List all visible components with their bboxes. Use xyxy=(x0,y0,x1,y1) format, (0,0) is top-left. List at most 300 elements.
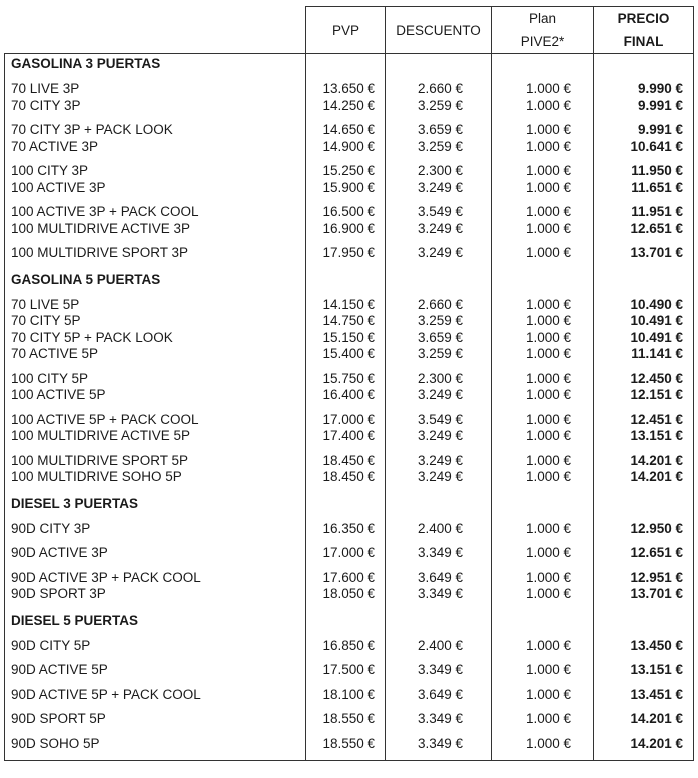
spacer-cell xyxy=(306,289,386,297)
spacer-cell xyxy=(492,654,594,662)
model-name: 100 MULTIDRIVE SPORT 5P xyxy=(5,453,306,470)
spacer-cell xyxy=(5,603,306,611)
spacer-cell xyxy=(5,289,306,297)
spacer-cell xyxy=(492,237,594,245)
model-name: 90D SOHO 5P xyxy=(5,736,306,753)
section-row xyxy=(5,611,694,630)
section-spacer xyxy=(594,494,694,513)
model-name: 70 CITY 3P xyxy=(5,98,306,115)
pvp-value: 16.350 € xyxy=(306,521,386,538)
descuento-value: 3.249 € xyxy=(386,428,492,445)
spacer-cell xyxy=(5,728,306,736)
spacer-row xyxy=(5,562,694,570)
model-name: 100 ACTIVE 3P xyxy=(5,180,306,197)
descuento-value: 3.649 € xyxy=(386,687,492,704)
descuento-value: 2.400 € xyxy=(386,638,492,655)
descuento-value: 3.549 € xyxy=(386,412,492,429)
spacer-row xyxy=(5,513,694,521)
header-blank xyxy=(5,7,306,54)
table-row xyxy=(5,313,694,330)
section-spacer xyxy=(594,611,694,630)
section-spacer xyxy=(594,270,694,289)
pvp-value: 14.650 € xyxy=(306,122,386,139)
plan-value: 1.000 € xyxy=(492,412,594,429)
spacer-cell xyxy=(594,654,694,662)
spacer-cell xyxy=(386,630,492,638)
section-spacer xyxy=(492,494,594,513)
spacer-cell xyxy=(5,486,306,494)
spacer-row xyxy=(5,289,694,297)
spacer-cell xyxy=(386,155,492,163)
plan-value: 1.000 € xyxy=(492,98,594,115)
section-spacer xyxy=(306,54,386,74)
spacer-cell xyxy=(594,537,694,545)
model-name: 90D ACTIVE 3P + PACK COOL xyxy=(5,570,306,587)
descuento-value: 3.349 € xyxy=(386,736,492,753)
spacer-cell xyxy=(594,114,694,122)
table-row xyxy=(5,412,694,429)
pvp-value: 16.850 € xyxy=(306,638,386,655)
spacer-row xyxy=(5,114,694,122)
pvp-value: 15.400 € xyxy=(306,346,386,363)
final-price-value: 9.990 € xyxy=(594,81,694,98)
plan-value: 1.000 € xyxy=(492,313,594,330)
pvp-value: 18.450 € xyxy=(306,453,386,470)
final-price-value: 12.651 € xyxy=(594,545,694,562)
section-spacer xyxy=(386,54,492,74)
spacer-row xyxy=(5,752,694,761)
spacer-cell xyxy=(5,404,306,412)
spacer-cell xyxy=(594,73,694,81)
header-pvp: PVP xyxy=(306,7,386,54)
spacer-cell xyxy=(306,114,386,122)
spacer-cell xyxy=(306,513,386,521)
spacer-cell xyxy=(386,703,492,711)
final-price-value: 13.151 € xyxy=(594,428,694,445)
spacer-cell xyxy=(306,196,386,204)
pvp-value: 15.150 € xyxy=(306,330,386,347)
pvp-value: 13.650 € xyxy=(306,81,386,98)
spacer-cell xyxy=(306,445,386,453)
plan-value: 1.000 € xyxy=(492,81,594,98)
spacer-cell xyxy=(5,114,306,122)
section-row xyxy=(5,494,694,513)
spacer-cell xyxy=(386,513,492,521)
section-title: GASOLINA 3 PUERTAS xyxy=(5,54,306,74)
final-price-value: 10.491 € xyxy=(594,313,694,330)
header-plan-line2: PIVE2* xyxy=(520,34,565,49)
section-spacer xyxy=(306,270,386,289)
section-spacer xyxy=(492,270,594,289)
spacer-cell xyxy=(492,679,594,687)
section-title: GASOLINA 5 PUERTAS xyxy=(5,270,306,289)
model-name: 100 MULTIDRIVE SOHO 5P xyxy=(5,469,306,486)
descuento-value: 3.659 € xyxy=(386,330,492,347)
table-row xyxy=(5,545,694,562)
spacer-cell xyxy=(5,630,306,638)
model-name: 100 ACTIVE 3P + PACK COOL xyxy=(5,204,306,221)
plan-value: 1.000 € xyxy=(492,711,594,728)
model-name: 100 ACTIVE 5P xyxy=(5,387,306,404)
pvp-value: 15.900 € xyxy=(306,180,386,197)
descuento-value: 3.249 € xyxy=(386,245,492,262)
pvp-value: 17.500 € xyxy=(306,662,386,679)
descuento-value: 3.349 € xyxy=(386,711,492,728)
table-row xyxy=(5,204,694,221)
pvp-value: 16.900 € xyxy=(306,221,386,238)
spacer-cell xyxy=(492,603,594,611)
final-price-value: 13.701 € xyxy=(594,586,694,603)
section-title: DIESEL 3 PUERTAS xyxy=(5,494,306,513)
spacer-cell xyxy=(386,363,492,371)
spacer-cell xyxy=(386,486,492,494)
spacer-cell xyxy=(492,363,594,371)
section-spacer xyxy=(386,611,492,630)
spacer-cell xyxy=(386,679,492,687)
spacer-cell xyxy=(306,363,386,371)
descuento-value: 3.259 € xyxy=(386,346,492,363)
spacer-cell xyxy=(306,679,386,687)
model-name: 70 ACTIVE 3P xyxy=(5,139,306,156)
spacer-cell xyxy=(5,562,306,570)
descuento-value: 3.649 € xyxy=(386,570,492,587)
spacer-cell xyxy=(5,196,306,204)
section-spacer xyxy=(594,54,694,74)
table-row xyxy=(5,122,694,139)
model-name: 90D CITY 5P xyxy=(5,638,306,655)
section-spacer xyxy=(492,611,594,630)
spacer-row xyxy=(5,603,694,611)
spacer-row xyxy=(5,703,694,711)
model-name: 90D SPORT 3P xyxy=(5,586,306,603)
plan-value: 1.000 € xyxy=(492,346,594,363)
plan-value: 1.000 € xyxy=(492,122,594,139)
plan-value: 1.000 € xyxy=(492,570,594,587)
spacer-cell xyxy=(386,114,492,122)
plan-value: 1.000 € xyxy=(492,371,594,388)
spacer-cell xyxy=(306,73,386,81)
descuento-value: 3.349 € xyxy=(386,586,492,603)
pvp-value: 17.000 € xyxy=(306,412,386,429)
price-table xyxy=(4,6,694,761)
final-price-value: 14.201 € xyxy=(594,736,694,753)
spacer-cell xyxy=(5,155,306,163)
spacer-cell xyxy=(306,703,386,711)
spacer-cell xyxy=(594,728,694,736)
final-price-value: 11.651 € xyxy=(594,180,694,197)
final-price-value: 11.950 € xyxy=(594,163,694,180)
spacer-cell xyxy=(5,363,306,371)
final-price-value: 13.450 € xyxy=(594,638,694,655)
model-name: 100 MULTIDRIVE SPORT 3P xyxy=(5,245,306,262)
spacer-cell xyxy=(594,262,694,270)
spacer-cell xyxy=(492,404,594,412)
pvp-value: 17.000 € xyxy=(306,545,386,562)
spacer-cell xyxy=(306,728,386,736)
spacer-cell xyxy=(594,363,694,371)
pvp-value: 16.400 € xyxy=(306,387,386,404)
spacer-cell xyxy=(5,73,306,81)
spacer-cell xyxy=(306,752,386,761)
spacer-cell xyxy=(5,537,306,545)
spacer-row xyxy=(5,73,694,81)
spacer-row xyxy=(5,196,694,204)
spacer-row xyxy=(5,363,694,371)
pvp-value: 17.400 € xyxy=(306,428,386,445)
final-price-value: 12.451 € xyxy=(594,412,694,429)
descuento-value: 3.249 € xyxy=(386,453,492,470)
table-row xyxy=(5,330,694,347)
table-row xyxy=(5,453,694,470)
descuento-value: 3.259 € xyxy=(386,313,492,330)
spacer-cell xyxy=(5,654,306,662)
spacer-cell xyxy=(386,654,492,662)
descuento-value: 3.259 € xyxy=(386,98,492,115)
descuento-value: 2.300 € xyxy=(386,371,492,388)
final-price-value: 14.201 € xyxy=(594,453,694,470)
spacer-cell xyxy=(386,603,492,611)
spacer-cell xyxy=(306,404,386,412)
section-row xyxy=(5,54,694,74)
spacer-cell xyxy=(492,630,594,638)
model-name: 70 ACTIVE 5P xyxy=(5,346,306,363)
final-price-value: 12.951 € xyxy=(594,570,694,587)
spacer-row xyxy=(5,486,694,494)
final-price-value: 10.641 € xyxy=(594,139,694,156)
table-row xyxy=(5,221,694,238)
spacer-cell xyxy=(5,445,306,453)
spacer-cell xyxy=(386,445,492,453)
spacer-row xyxy=(5,537,694,545)
final-price-value: 12.651 € xyxy=(594,221,694,238)
plan-value: 1.000 € xyxy=(492,139,594,156)
pvp-value: 18.550 € xyxy=(306,711,386,728)
model-name: 70 CITY 3P + PACK LOOK xyxy=(5,122,306,139)
spacer-cell xyxy=(386,196,492,204)
spacer-cell xyxy=(306,486,386,494)
pvp-value: 17.950 € xyxy=(306,245,386,262)
spacer-row xyxy=(5,445,694,453)
plan-value: 1.000 € xyxy=(492,163,594,180)
spacer-cell xyxy=(306,603,386,611)
model-name: 90D ACTIVE 3P xyxy=(5,545,306,562)
pvp-value: 18.100 € xyxy=(306,687,386,704)
model-name: 100 CITY 3P xyxy=(5,163,306,180)
spacer-cell xyxy=(306,262,386,270)
spacer-cell xyxy=(594,155,694,163)
descuento-value: 3.349 € xyxy=(386,545,492,562)
table-row xyxy=(5,346,694,363)
descuento-value: 3.349 € xyxy=(386,662,492,679)
spacer-row xyxy=(5,728,694,736)
spacer-cell xyxy=(386,237,492,245)
spacer-cell xyxy=(492,537,594,545)
header-plan-line1: Plan xyxy=(528,11,557,26)
final-price-value: 12.950 € xyxy=(594,521,694,538)
final-price-value: 11.141 € xyxy=(594,346,694,363)
spacer-cell xyxy=(306,654,386,662)
final-price-value: 9.991 € xyxy=(594,122,694,139)
descuento-value: 3.259 € xyxy=(386,139,492,156)
plan-value: 1.000 € xyxy=(492,297,594,314)
spacer-cell xyxy=(594,703,694,711)
plan-value: 1.000 € xyxy=(492,204,594,221)
header-final-line2: FINAL xyxy=(623,34,664,49)
model-name: 70 CITY 5P xyxy=(5,313,306,330)
final-price-value: 9.991 € xyxy=(594,98,694,115)
spacer-row xyxy=(5,404,694,412)
spacer-cell xyxy=(386,728,492,736)
final-price-value: 13.151 € xyxy=(594,662,694,679)
section-spacer xyxy=(306,494,386,513)
spacer-cell xyxy=(492,155,594,163)
header-descuento: DESCUENTO xyxy=(386,7,492,54)
pvp-value: 18.450 € xyxy=(306,469,386,486)
plan-value: 1.000 € xyxy=(492,221,594,238)
pvp-value: 15.750 € xyxy=(306,371,386,388)
spacer-row xyxy=(5,654,694,662)
plan-value: 1.000 € xyxy=(492,330,594,347)
pvp-value: 16.500 € xyxy=(306,204,386,221)
plan-value: 1.000 € xyxy=(492,586,594,603)
plan-value: 1.000 € xyxy=(492,387,594,404)
plan-value: 1.000 € xyxy=(492,638,594,655)
spacer-cell xyxy=(492,196,594,204)
plan-value: 1.000 € xyxy=(492,687,594,704)
pvp-value: 18.050 € xyxy=(306,586,386,603)
descuento-value: 3.249 € xyxy=(386,221,492,238)
descuento-value: 3.249 € xyxy=(386,469,492,486)
spacer-cell xyxy=(492,114,594,122)
pvp-value: 14.900 € xyxy=(306,139,386,156)
plan-value: 1.000 € xyxy=(492,453,594,470)
table-row xyxy=(5,163,694,180)
final-price-value: 14.201 € xyxy=(594,469,694,486)
pvp-value: 18.550 € xyxy=(306,736,386,753)
spacer-cell xyxy=(594,562,694,570)
spacer-cell xyxy=(386,404,492,412)
table-row xyxy=(5,139,694,156)
spacer-cell xyxy=(306,537,386,545)
spacer-row xyxy=(5,630,694,638)
table-row xyxy=(5,736,694,753)
table-row xyxy=(5,98,694,115)
spacer-cell xyxy=(386,289,492,297)
section-title: DIESEL 5 PUERTAS xyxy=(5,611,306,630)
descuento-value: 3.549 € xyxy=(386,204,492,221)
spacer-cell xyxy=(594,513,694,521)
final-price-value: 13.701 € xyxy=(594,245,694,262)
table-row xyxy=(5,245,694,262)
final-price-value: 11.951 € xyxy=(594,204,694,221)
spacer-cell xyxy=(386,73,492,81)
spacer-cell xyxy=(306,237,386,245)
spacer-cell xyxy=(386,262,492,270)
table-row xyxy=(5,662,694,679)
header-row xyxy=(5,7,694,54)
spacer-cell xyxy=(594,445,694,453)
spacer-cell xyxy=(492,752,594,761)
spacer-cell xyxy=(5,237,306,245)
descuento-value: 3.249 € xyxy=(386,180,492,197)
table-row xyxy=(5,570,694,587)
spacer-cell xyxy=(594,404,694,412)
table-row xyxy=(5,371,694,388)
table-row xyxy=(5,387,694,404)
spacer-cell xyxy=(492,262,594,270)
header-final-line1: PRECIO xyxy=(617,11,670,26)
spacer-cell xyxy=(492,703,594,711)
spacer-cell xyxy=(306,562,386,570)
spacer-cell xyxy=(386,752,492,761)
header-precio-final xyxy=(594,7,694,54)
table-row xyxy=(5,638,694,655)
plan-value: 1.000 € xyxy=(492,521,594,538)
spacer-cell xyxy=(594,237,694,245)
model-name: 90D SPORT 5P xyxy=(5,711,306,728)
spacer-row xyxy=(5,262,694,270)
spacer-cell xyxy=(306,630,386,638)
spacer-cell xyxy=(492,513,594,521)
spacer-cell xyxy=(594,486,694,494)
spacer-row xyxy=(5,155,694,163)
spacer-cell xyxy=(594,289,694,297)
spacer-cell xyxy=(594,630,694,638)
plan-value: 1.000 € xyxy=(492,428,594,445)
table-row xyxy=(5,521,694,538)
spacer-cell xyxy=(386,537,492,545)
plan-value: 1.000 € xyxy=(492,180,594,197)
spacer-cell xyxy=(492,562,594,570)
final-price-value: 14.201 € xyxy=(594,711,694,728)
spacer-cell xyxy=(5,679,306,687)
model-name: 90D CITY 3P xyxy=(5,521,306,538)
model-name: 100 CITY 5P xyxy=(5,371,306,388)
model-name: 100 ACTIVE 5P + PACK COOL xyxy=(5,412,306,429)
table-row xyxy=(5,687,694,704)
table-row xyxy=(5,586,694,603)
section-spacer xyxy=(492,54,594,74)
descuento-value: 2.400 € xyxy=(386,521,492,538)
spacer-cell xyxy=(492,728,594,736)
descuento-value: 2.660 € xyxy=(386,297,492,314)
pvp-value: 17.600 € xyxy=(306,570,386,587)
spacer-cell xyxy=(594,752,694,761)
spacer-cell xyxy=(492,73,594,81)
final-price-value: 10.490 € xyxy=(594,297,694,314)
spacer-cell xyxy=(492,486,594,494)
table-row xyxy=(5,297,694,314)
final-price-value: 10.491 € xyxy=(594,330,694,347)
section-row xyxy=(5,270,694,289)
descuento-value: 2.300 € xyxy=(386,163,492,180)
spacer-cell xyxy=(594,603,694,611)
table-row xyxy=(5,180,694,197)
section-spacer xyxy=(386,494,492,513)
table-row xyxy=(5,711,694,728)
spacer-cell xyxy=(5,752,306,761)
spacer-cell xyxy=(492,445,594,453)
plan-value: 1.000 € xyxy=(492,736,594,753)
table-row xyxy=(5,81,694,98)
descuento-value: 2.660 € xyxy=(386,81,492,98)
plan-value: 1.000 € xyxy=(492,662,594,679)
spacer-cell xyxy=(492,289,594,297)
model-name: 90D ACTIVE 5P xyxy=(5,662,306,679)
spacer-cell xyxy=(5,703,306,711)
descuento-value: 3.659 € xyxy=(386,122,492,139)
final-price-value: 12.151 € xyxy=(594,387,694,404)
